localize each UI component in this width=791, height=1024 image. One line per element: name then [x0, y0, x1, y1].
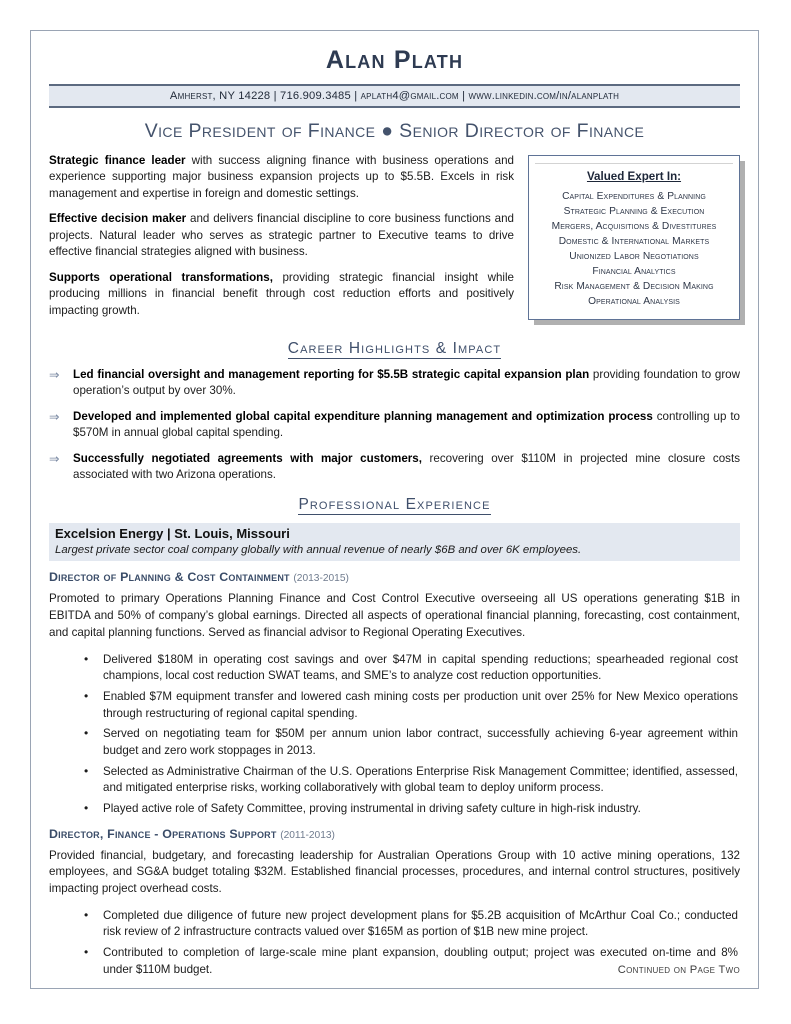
section-heading-text: Career Highlights & Impact: [287, 340, 502, 357]
job-title-text: Director of Planning & Cost Containment: [49, 570, 290, 585]
list-item: Unionized Labor Negotiations: [569, 250, 699, 262]
summary-lead: Strategic finance leader: [49, 153, 186, 167]
continued-note: Continued on Page Two: [617, 964, 740, 976]
job-dates: (2013-2015): [293, 573, 349, 585]
summary-rest: and delivers financial discipline to core business functions and projects. Natural leader who serves as strategic partner to Executive teams to drive effective financial strategies aligned with business.: [49, 212, 514, 259]
highlight-lead: Successfully negotiated agreements with major customers,: [73, 451, 422, 465]
job-bullets: [49, 652, 740, 818]
summary-lead: Effective decision maker: [49, 212, 187, 226]
list-item: • Served on negotiating team for $50M per annum union labor contract, successfully achieving 6-year agreement within budget and zero work stoppages in 2013.: [103, 726, 740, 759]
list-item: • Enabled $7M equipment transfer and lowered cash mining costs per production unit over 25% for New Mexico operations through restructuring of regional capital spending.: [103, 689, 740, 722]
list-item: Domestic & International Markets: [558, 235, 710, 247]
highlight-rest: recovering over $110M in projected mine closure costs associated with two Arizona operations.: [73, 451, 740, 482]
valued-expert-title: Valued Expert In:: [535, 163, 733, 190]
highlight-text: [73, 367, 740, 400]
company-name: Excelsion Energy | St. Louis, Missouri: [55, 525, 290, 541]
summary-rest: with success aligning finance with business operations and experience supporting major business expansion projects up to $5.5B. Excels in risk management and expertise in foreign and domestic settings.: [49, 153, 514, 200]
company-description: Largest private sector coal company globally with annual revenue of nearly $6B and over 6K employees.: [55, 543, 582, 556]
highlight-text: [73, 409, 740, 442]
highlight-rest: providing foundation to grow operation’s output by over 30%.: [73, 368, 740, 398]
double-arrow-icon: ⇒: [49, 409, 60, 424]
career-highlights-list: [49, 367, 740, 484]
valued-expert-list: [535, 190, 733, 310]
list-item: Financial Analytics: [592, 265, 676, 277]
list-item: • Played active role of Safety Committee, proving instrumental in driving safety culture in high-risk industry.: [103, 801, 740, 818]
list-item: [49, 409, 740, 442]
page-title: Alan Plath: [325, 46, 464, 74]
list-item: Mergers, Acquisitions & Divestitures: [551, 220, 717, 232]
section-heading-text: Professional Experience: [298, 495, 491, 513]
list-item: • Completed due diligence of future new project development plans for $5.2B acquisition of McArthur Coal Co.; conducted risk review of 2 infrastructure contracts valued over $165M as portion of $1B new mine project.: [103, 908, 740, 941]
job-description: Provided financial, budgetary, and forecasting leadership for Australian Operations Group with 10 active mining operations, 132 employees, and SG&A budget totaling $32M. Established financial processes, procedures, and internal control structures, positively impacting project overhead costs.: [49, 848, 740, 896]
list-item: • Contributed to completion of large-scale mine plant expansion, doubling output; project was executed on-time and 8% under $110M budget.: [103, 945, 740, 978]
list-item: [49, 451, 740, 484]
summary-row: [49, 153, 740, 328]
summary-paragraph: [49, 153, 514, 202]
section-heading-career-highlights: [49, 340, 740, 358]
resume-content: [31, 31, 758, 988]
highlight-lead: Led financial oversight and management reporting for $5.5B strategic capital expansion plan: [73, 368, 590, 381]
double-arrow-icon: ⇒: [49, 451, 60, 466]
job-description: Promoted to primary Operations Planning Finance and Cost Control Executive overseeing all US operations generating $1B in EBITDA and 50% of company’s global earnings. Directed all aspects of operational financial planning, forecasting, cost containment, and capital planning functions. Served as financial advisor to Regional Operating Executives.: [49, 592, 740, 639]
valued-expert-box: [528, 155, 740, 320]
highlight-rest: controlling up to $570M in annual global capital spending.: [73, 409, 740, 440]
list-item: • Selected as Administrative Chairman of the U.S. Operations Enterprise Risk Management Committee; identified, assessed, and mitigated enterprise risks, working collaboratively with global team to deploy uniform process.: [103, 764, 740, 797]
job-title-planning-cost-containment: [49, 570, 740, 584]
summary-paragraph: [49, 211, 514, 260]
contact-bar: Amherst, NY 14228 | 716.909.3485 | aplath4@gmail.com | www.linkedin.com/in/alanplath: [49, 84, 740, 108]
summary-lead: Supports operational transformations,: [49, 270, 273, 284]
list-item: [49, 367, 740, 400]
section-heading-professional-experience: [49, 496, 740, 514]
summary-block: [49, 153, 514, 328]
valued-expert-panel: [528, 155, 740, 320]
job-title-text: Director, Finance - Operations Support: [49, 826, 277, 841]
highlight-lead: Developed and implemented global capital expenditure planning management and optimization process: [73, 409, 653, 423]
list-item: Risk Management & Decision Making: [554, 280, 714, 292]
job-title-finance-operations-support: [49, 827, 740, 841]
professional-tagline: Vice President of Finance ● Senior Director of Finance: [144, 119, 645, 142]
highlight-text: [73, 451, 740, 484]
company-bar: [49, 523, 740, 562]
job-dates: (2011-2013): [280, 829, 335, 841]
list-item: Capital Expenditures & Planning: [562, 190, 706, 202]
list-item: Operational Analysis: [588, 295, 680, 307]
list-item: • Delivered $180M in operating cost savings and over $47M in capital spending reductions; spearheaded regional cost champions, local cost reduction SWAT teams, and SME’s to analyze cost reduction opportunities.: [103, 652, 740, 685]
resume-page: [30, 30, 759, 989]
list-item: Strategic Planning & Execution: [563, 205, 705, 217]
double-arrow-icon: ⇒: [49, 368, 60, 382]
summary-paragraph: [49, 270, 514, 319]
summary-rest: providing strategic financial insight while producing millions in financial benefit through cost reduction efforts and positively impacting growth.: [49, 270, 514, 317]
